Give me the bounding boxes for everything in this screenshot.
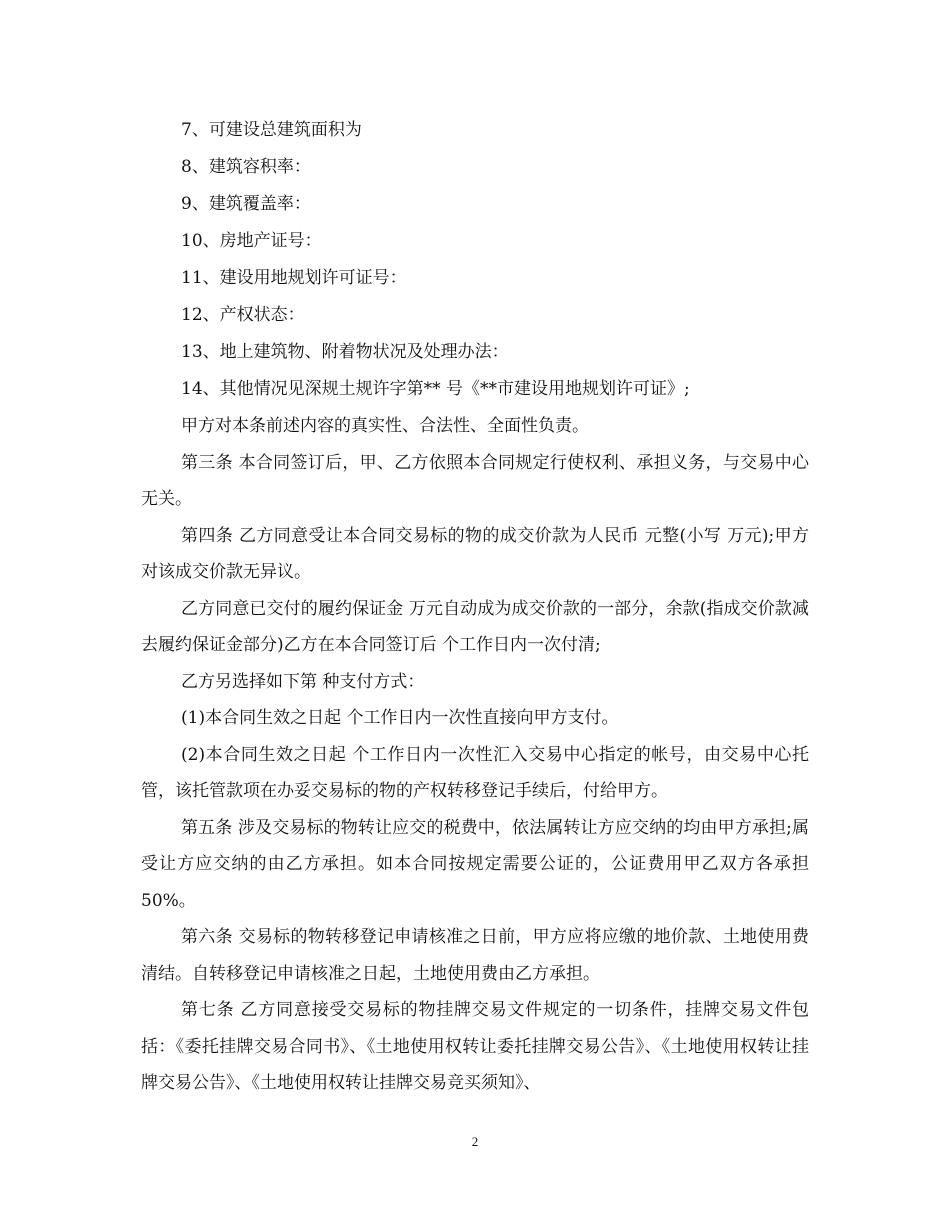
list-item: 14、其他情况见深规土规许字第** 号《**市建设用地规划许可证》; <box>181 379 690 399</box>
paragraph-deposit: 乙方同意已交付的履约保证金 万元自动成为成交价款的一部分，余款(指成交价款减去履约保证金部分)乙方在本合同签订后 个工作日内一次付清; <box>141 598 809 655</box>
list-item: 9、建筑覆盖率： <box>181 194 311 214</box>
paragraph-article-6: 第六条 交易标的物转移登记申请核准之日前，甲方应将应缴的地价款、土地使用费清结。自转移登记申请核准之日起，土地使用费由乙方承担。 <box>141 927 809 984</box>
list-item: 10、房地产证号： <box>181 231 322 251</box>
paragraph-article-5: 第五条 涉及交易标的物转让应交的税费中，依法属转让方应交纳的均由甲方承担;属受让方应交纳的由乙方承担。如本合同按规定需要公证的，公证费用甲乙双方各承担50%。 <box>141 817 809 911</box>
paragraph-article-3: 第三条 本合同签订后，甲、乙方依照本合同规定行使权利、承担义务，与交易中心无关。 <box>141 452 809 509</box>
list-item: 8、建筑容积率： <box>181 157 311 177</box>
paragraph-payment-option-1: (1)本合同生效之日起 个工作日内一次性直接向甲方支付。 <box>181 708 619 728</box>
page-number: 2 <box>471 1134 479 1149</box>
list-item: 7、可建设总建筑面积为 <box>181 120 362 140</box>
list-item: 12、产权状态： <box>181 305 305 325</box>
paragraph-article-7: 第七条 乙方同意接受交易标的物挂牌交易文件规定的一切条件，挂牌交易文件包括：《委托挂牌交易合同书》、《土地使用权转让委托挂牌交易公告》、《土地使用权转让挂牌交易公告》、《土地使用权转让挂牌交易竞买须知》、 <box>141 1000 809 1093</box>
list-item: 11、建设用地规划许可证号： <box>181 268 407 288</box>
list-item: 13、地上建筑物、附着物状况及处理办法： <box>181 342 509 362</box>
paragraph-payment-option-2: (2)本合同生效之日起 个工作日内一次性汇入交易中心指定的帐号，由交易中心托管，该托管款项在办妥交易标的物的产权转移登记手续后，付给甲方。 <box>141 744 809 801</box>
paragraph-payment-choice: 乙方另选择如下第 种支付方式： <box>181 671 425 692</box>
paragraph-article-4: 第四条 乙方同意受让本合同交易标的物的成交价款为人民币 元整(小写 万元);甲方对该成交价款无异议。 <box>141 525 809 582</box>
document-body <box>141 112 809 1102</box>
paragraph-responsibility: 甲方对本条前述内容的真实性、合法性、全面性负责。 <box>181 416 589 436</box>
